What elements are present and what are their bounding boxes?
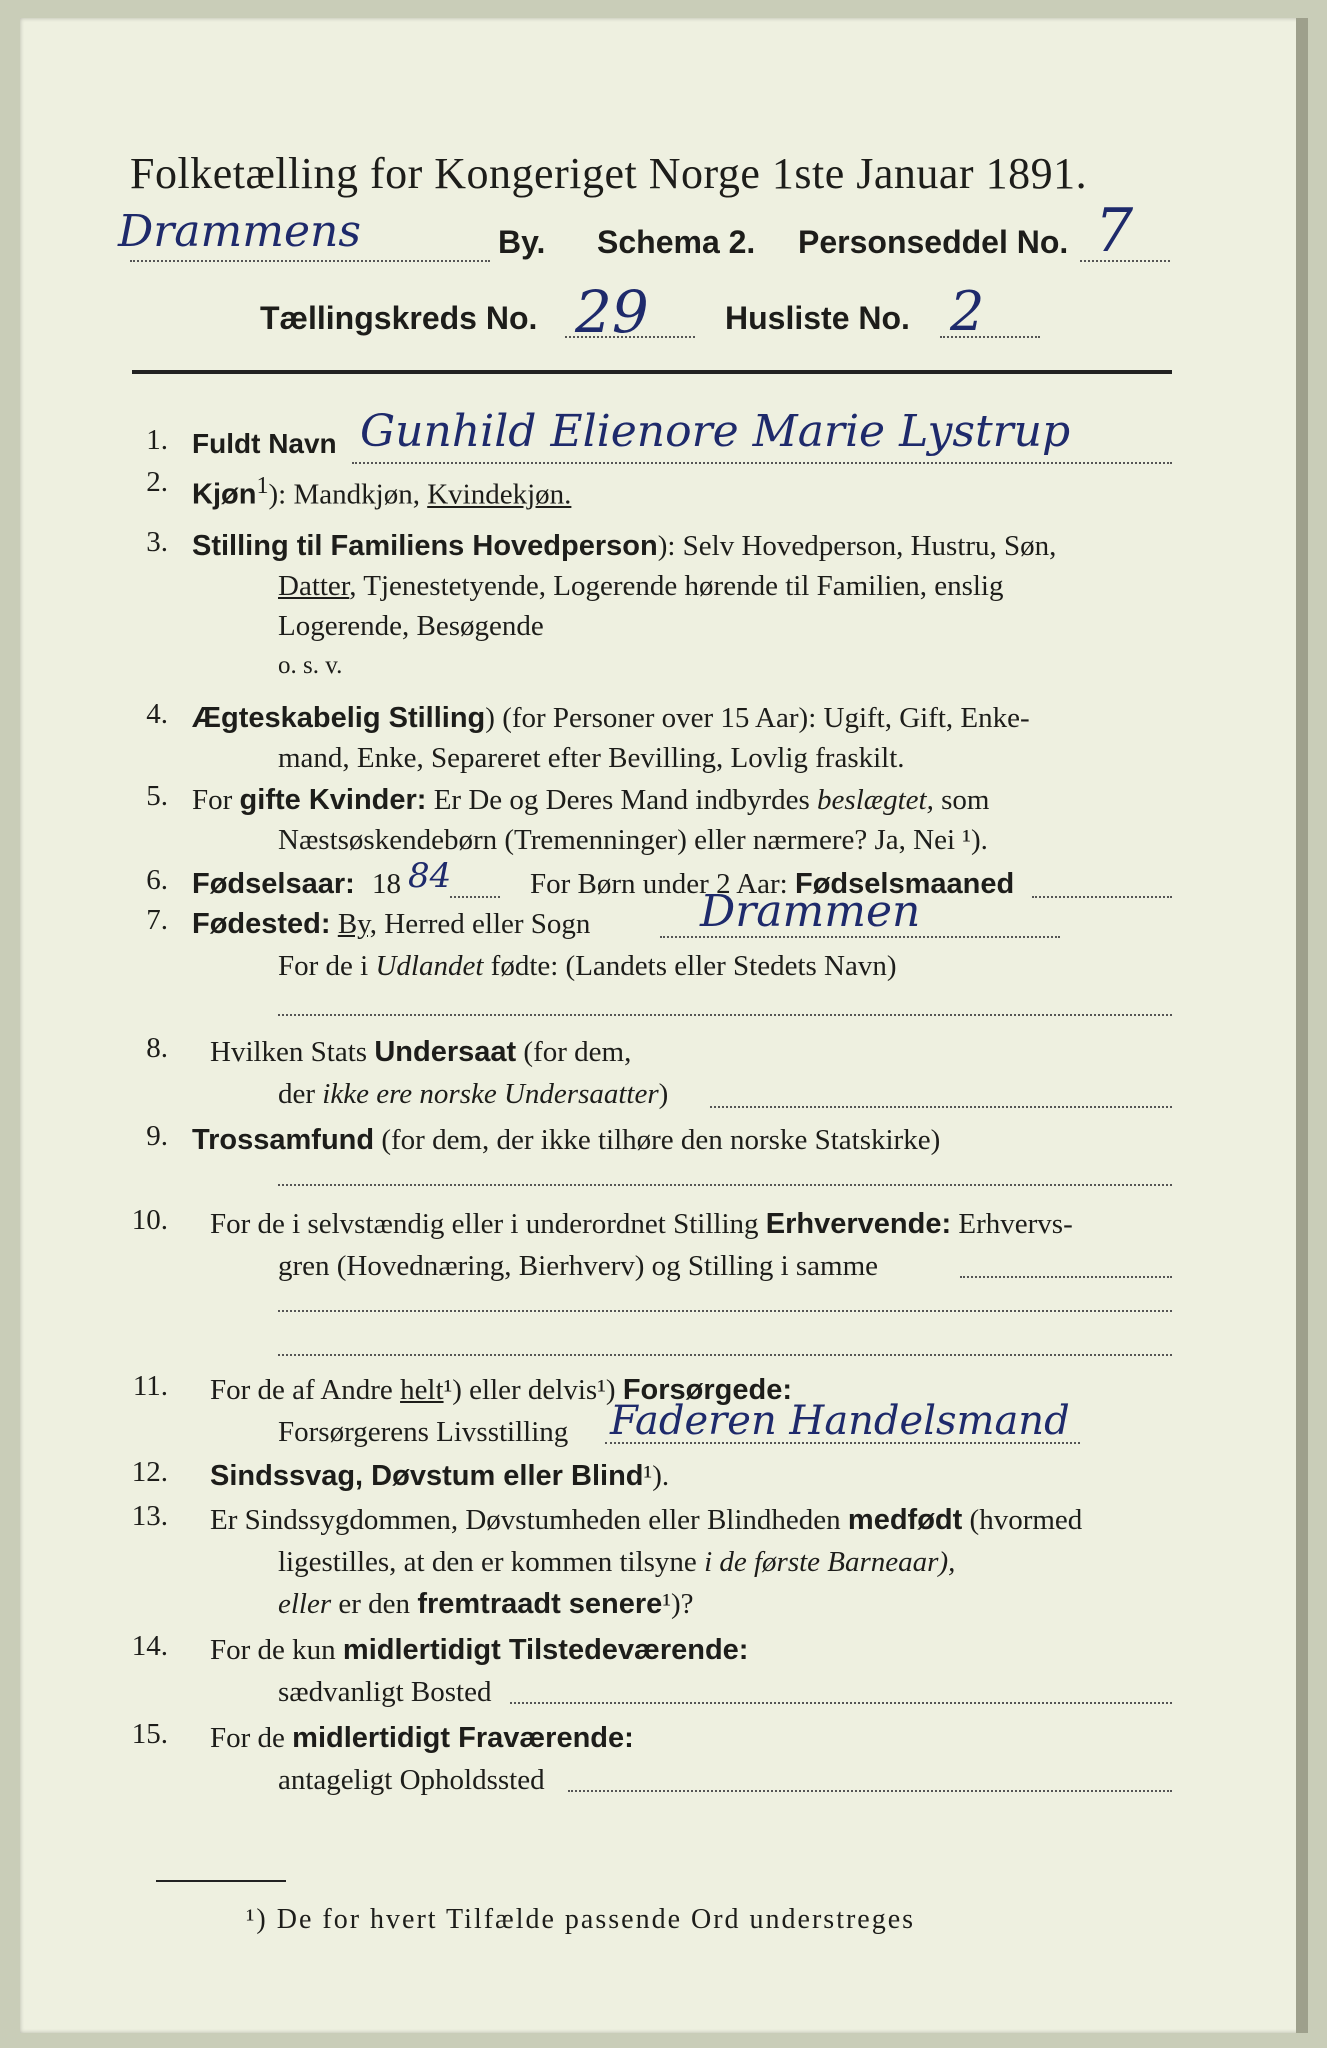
- religion-dots: [278, 1184, 1172, 1186]
- temporary-absent-pre: For de: [210, 1722, 293, 1754]
- birth-year-label: Fødselsaar:: [192, 868, 355, 900]
- item-number-6: 6.: [146, 864, 168, 896]
- occupation-dots-2: [278, 1310, 1172, 1312]
- supported-label: Forsørgede:: [622, 1374, 792, 1406]
- page-edge: [1296, 18, 1308, 2033]
- item-number-11: 11.: [132, 1370, 168, 1402]
- marital-options-1: ) (for Personer over 15 Aar): Ugift, Gift, Enke-: [485, 702, 1030, 734]
- occupation-label: Erhvervende:: [765, 1208, 952, 1240]
- citizenship-der: der: [278, 1078, 323, 1110]
- birth-month-label: Fødselsmaaned: [795, 868, 1015, 900]
- married-women-label: gifte Kvinder:: [239, 784, 427, 816]
- family-position-line-1: [192, 526, 1056, 566]
- item-number-14: 14.: [131, 1630, 168, 1662]
- congenital-line-2: [278, 1542, 955, 1582]
- citizenship-line-2: [278, 1074, 668, 1114]
- family-position-line-2: [278, 566, 1003, 606]
- occupation-dots-3: [278, 1354, 1172, 1356]
- disability-mark: ¹).: [643, 1460, 670, 1492]
- usual-residence-label: sædvanligt Bosted: [278, 1676, 492, 1708]
- family-position-line-4: o. s. v.: [278, 652, 343, 679]
- later-onset-mark: ¹)?: [662, 1588, 694, 1620]
- birthplace-dots: [660, 936, 1060, 938]
- personseddel-label: Personseddel No.: [798, 224, 1069, 260]
- religion-label: Trossamfund: [192, 1124, 375, 1156]
- footnote-rule: [156, 1880, 286, 1882]
- marital-line-2: mand, Enke, Separeret efter Bevilling, Lovlig fraskilt.: [278, 742, 905, 774]
- congenital-line-1: [210, 1500, 1082, 1540]
- personseddel-dots: [1080, 260, 1170, 262]
- congenital-text: (hvormed: [962, 1504, 1083, 1536]
- full-name-label: Fuldt Navn: [192, 428, 337, 459]
- married-women-text: Er De og Deres Mand indbyrdes: [426, 784, 818, 816]
- birth-year-value: 84: [408, 856, 452, 896]
- occupation-line-2: gren (Hovednæring, Bierhverv) og Stilling i samme: [278, 1250, 879, 1282]
- item-number-1: 1.: [146, 424, 168, 456]
- religion-line: [192, 1120, 940, 1160]
- occupation-line-1: [210, 1204, 1073, 1244]
- supporter-value: Faderen Handelsmand: [610, 1398, 1070, 1444]
- disability-line: [210, 1456, 669, 1496]
- birthplace-by: By,: [337, 908, 378, 940]
- kreds-dots: [565, 336, 695, 338]
- husliste-number: 2: [950, 280, 985, 343]
- husliste-label: Husliste No.: [725, 300, 910, 336]
- citizenship-label: Undersaat: [374, 1036, 517, 1068]
- later-onset-label: fremtraadt senere: [417, 1588, 663, 1620]
- item-number-2: 2.: [146, 466, 168, 498]
- header-rule: [132, 370, 1172, 374]
- citizenship-italic: ikke ere norske Undersaatter: [322, 1078, 659, 1110]
- birth-year-dots: [450, 896, 500, 898]
- family-position-datter: Datter: [278, 570, 350, 602]
- married-women-line-1: [192, 780, 989, 820]
- married-women-som: som: [933, 784, 990, 816]
- item-number-9: 9.: [146, 1120, 168, 1152]
- husliste-dots: [940, 336, 1040, 338]
- congenital-text-2: ligestilles, at den er kommen tilsyne: [278, 1546, 705, 1578]
- citizenship-dots: [710, 1106, 1172, 1108]
- religion-text: (for dem, der ikke tilhøre den norske Statskirke): [374, 1124, 941, 1156]
- sex-line: [192, 466, 571, 515]
- sex-option-female: Kvindekjøn.: [427, 478, 572, 511]
- temporary-absent-line-1: [210, 1718, 634, 1758]
- congenital-pre: Er Sindssygdommen, Døvstumheden eller Blindheden: [210, 1504, 848, 1536]
- birth-year-prefix: 18: [372, 868, 401, 900]
- supported-text: ¹) eller delvis¹): [443, 1374, 623, 1406]
- birthplace-text: Herred eller Sogn: [377, 908, 591, 940]
- census-form: [20, 18, 1308, 2033]
- supporter-label: Forsørgerens Livsstilling: [278, 1416, 569, 1448]
- congenital-line-3: [278, 1584, 694, 1624]
- abroad-text: fødte: (Landets eller Stedets Navn): [483, 950, 897, 982]
- marital-line-1: [192, 698, 1030, 738]
- birthplace-value: Drammen: [700, 886, 921, 937]
- city-handwritten: Drammens: [118, 206, 361, 257]
- occupation-pre: For de i selvstændig eller i underordnet Stilling: [210, 1208, 766, 1240]
- probable-residence-dots: [568, 1790, 1172, 1792]
- schema-label: Schema 2.: [597, 224, 756, 260]
- item-number-3: 3.: [146, 526, 168, 558]
- kreds-label: Tællingskreds No.: [260, 300, 538, 336]
- sex-option-male: ): Mandkjøn,: [268, 478, 428, 511]
- footnote: ¹) De for hvert Tilfælde passende Ord understreges: [246, 1904, 916, 1935]
- citizenship-text: (for dem,: [516, 1036, 632, 1068]
- marital-label: Ægteskabelig Stilling: [192, 702, 486, 734]
- supported-helt: helt: [400, 1374, 444, 1406]
- temporary-absent-label: midlertidigt Fraværende:: [292, 1722, 634, 1754]
- birth-month-dots: [1032, 896, 1172, 898]
- married-women-italic: beslægtet,: [817, 784, 934, 816]
- abroad-dots: [278, 1014, 1172, 1016]
- item-number-12: 12.: [131, 1456, 168, 1488]
- abroad-pre: For de i: [278, 950, 376, 982]
- citizenship-line-1: [210, 1032, 631, 1072]
- family-position-options-2: , Tjenestetyende, Logerende hørende til Familien, enslig: [349, 570, 1004, 602]
- married-women-pre: For: [192, 784, 240, 816]
- congenital-eller: eller: [278, 1588, 332, 1620]
- occupation-text: Erhvervs-: [951, 1208, 1073, 1240]
- item-number-13: 13.: [131, 1500, 168, 1532]
- birthplace-line-1: [192, 904, 590, 944]
- by-label: By.: [498, 224, 546, 260]
- item-number-4: 4.: [146, 698, 168, 730]
- full-name-value: Gunhild Elienore Marie Lystrup: [360, 406, 1071, 457]
- family-position-label: Stilling til Familiens Hovedperson: [192, 530, 658, 562]
- item-number-15: 15.: [131, 1718, 168, 1750]
- full-name-dots: [352, 462, 1172, 464]
- city-dots: [130, 260, 490, 262]
- citizenship-pre: Hvilken Stats: [210, 1036, 375, 1068]
- sex-label: Kjøn: [192, 478, 257, 511]
- temporary-present-label: midlertidigt Tilstedeværende:: [342, 1634, 749, 1666]
- congenital-label: medfødt: [847, 1504, 963, 1536]
- temporary-present-pre: For de kun: [210, 1634, 343, 1666]
- item-number-5: 5.: [146, 780, 168, 812]
- item-number-10: 10.: [131, 1204, 168, 1236]
- family-position-line-3: Logerende, Besøgende: [278, 610, 544, 642]
- married-women-line-2: Næstsøskendebørn (Tremenninger) eller nærmere? Ja, Nei ¹).: [278, 824, 988, 856]
- occupation-dots-1: [960, 1276, 1172, 1278]
- sex-footnote-mark: 1: [256, 472, 269, 499]
- disability-label: Sindssvag, Døvstum eller Blind: [210, 1460, 644, 1492]
- family-position-options-1: ): Selv Hovedperson, Hustru, Søn,: [657, 530, 1057, 562]
- abroad-italic: Udlandet: [375, 950, 484, 982]
- personseddel-number: 7: [1095, 196, 1134, 266]
- probable-residence-label: antageligt Opholdssted: [278, 1764, 545, 1796]
- congenital-italic: i de første Barneaar),: [704, 1546, 956, 1578]
- usual-residence-dots: [510, 1702, 1172, 1704]
- item-number-8: 8.: [146, 1032, 168, 1064]
- kreds-number: 29: [575, 278, 649, 346]
- birthplace-label: Fødested:: [192, 908, 331, 940]
- supported-pre: For de af Andre: [210, 1374, 401, 1406]
- congenital-text-3: er den: [331, 1588, 418, 1620]
- birth-month-text: For Børn under 2 Aar:: [530, 868, 795, 900]
- citizenship-close: ): [658, 1078, 669, 1110]
- temporary-present-line-1: [210, 1630, 748, 1670]
- supporter-dots: [605, 1442, 1080, 1444]
- form-title: Folketælling for Kongeriget Norge 1ste Januar 1891.: [130, 149, 1088, 198]
- birthplace-line-2: [278, 946, 897, 986]
- item-number-7: 7.: [146, 904, 168, 936]
